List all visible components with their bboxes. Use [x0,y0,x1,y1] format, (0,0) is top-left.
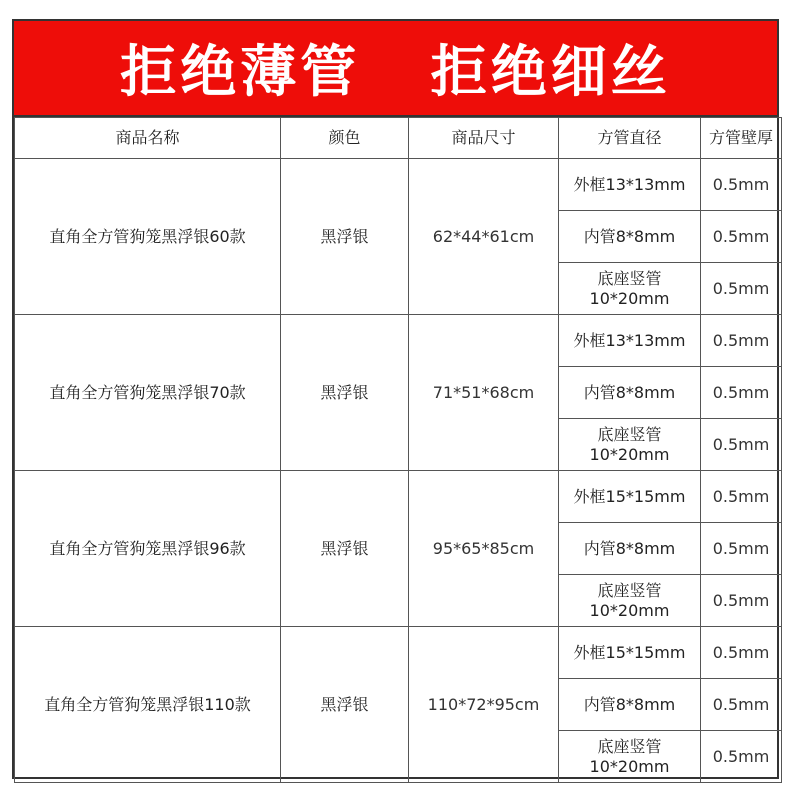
wall-thickness: 0.5mm [701,367,782,419]
tube-diameter [559,419,701,471]
tube-diameter-line1: 底座竖管 [597,580,662,600]
product-size: 62*44*61cm [409,159,559,315]
tube-diameter: 外框13*13mm [559,159,701,211]
tube-diameter [559,731,701,783]
tube-diameter-line2: 10*20mm [589,600,670,620]
product-color: 黑浮银 [281,471,409,627]
wall-thickness: 0.5mm [701,679,782,731]
tube-diameter: 内管8*8mm [559,367,701,419]
header-tube-diameter: 方管直径 [559,118,701,159]
product-name: 直角全方管狗笼黑浮银96款 [15,471,281,627]
tube-diameter-line1: 底座竖管 [597,424,662,444]
table-row [15,471,782,523]
product-size: 110*72*95cm [409,627,559,783]
product-name: 直角全方管狗笼黑浮银60款 [15,159,281,315]
table-row [15,159,782,211]
wall-thickness: 0.5mm [701,575,782,627]
tube-diameter: 内管8*8mm [559,523,701,575]
tube-diameter: 外框15*15mm [559,627,701,679]
tube-diameter-line2: 10*20mm [589,756,670,776]
tube-diameter [559,575,701,627]
product-color: 黑浮银 [281,627,409,783]
header-wall-thickness: 方管壁厚 [701,118,782,159]
wall-thickness: 0.5mm [701,419,782,471]
spec-sheet [12,19,779,779]
wall-thickness: 0.5mm [701,731,782,783]
tube-diameter [559,263,701,315]
header-product-name: 商品名称 [15,118,281,159]
wall-thickness: 0.5mm [701,159,782,211]
tube-diameter-line1: 底座竖管 [597,268,662,288]
product-color: 黑浮银 [281,159,409,315]
banner-title: 拒绝薄管 拒绝细丝 [120,40,671,105]
product-color: 黑浮银 [281,315,409,471]
tube-diameter: 外框13*13mm [559,315,701,367]
tube-diameter-line2: 10*20mm [589,444,670,464]
tube-diameter-line2: 10*20mm [589,288,670,308]
wall-thickness: 0.5mm [701,315,782,367]
header-color: 颜色 [281,118,409,159]
tube-diameter: 外框15*15mm [559,471,701,523]
spec-table [14,117,782,783]
wall-thickness: 0.5mm [701,263,782,315]
banner [14,21,777,117]
table-row [15,627,782,679]
wall-thickness: 0.5mm [701,471,782,523]
wall-thickness: 0.5mm [701,627,782,679]
wall-thickness: 0.5mm [701,211,782,263]
product-size: 71*51*68cm [409,315,559,471]
tube-diameter-line1: 底座竖管 [597,736,662,756]
wall-thickness: 0.5mm [701,523,782,575]
product-name: 直角全方管狗笼黑浮银70款 [15,315,281,471]
tube-diameter: 内管8*8mm [559,211,701,263]
product-name: 直角全方管狗笼黑浮银110款 [15,627,281,783]
header-size: 商品尺寸 [409,118,559,159]
product-size: 95*65*85cm [409,471,559,627]
tube-diameter: 内管8*8mm [559,679,701,731]
table-row [15,315,782,367]
table-header-row [15,118,782,159]
